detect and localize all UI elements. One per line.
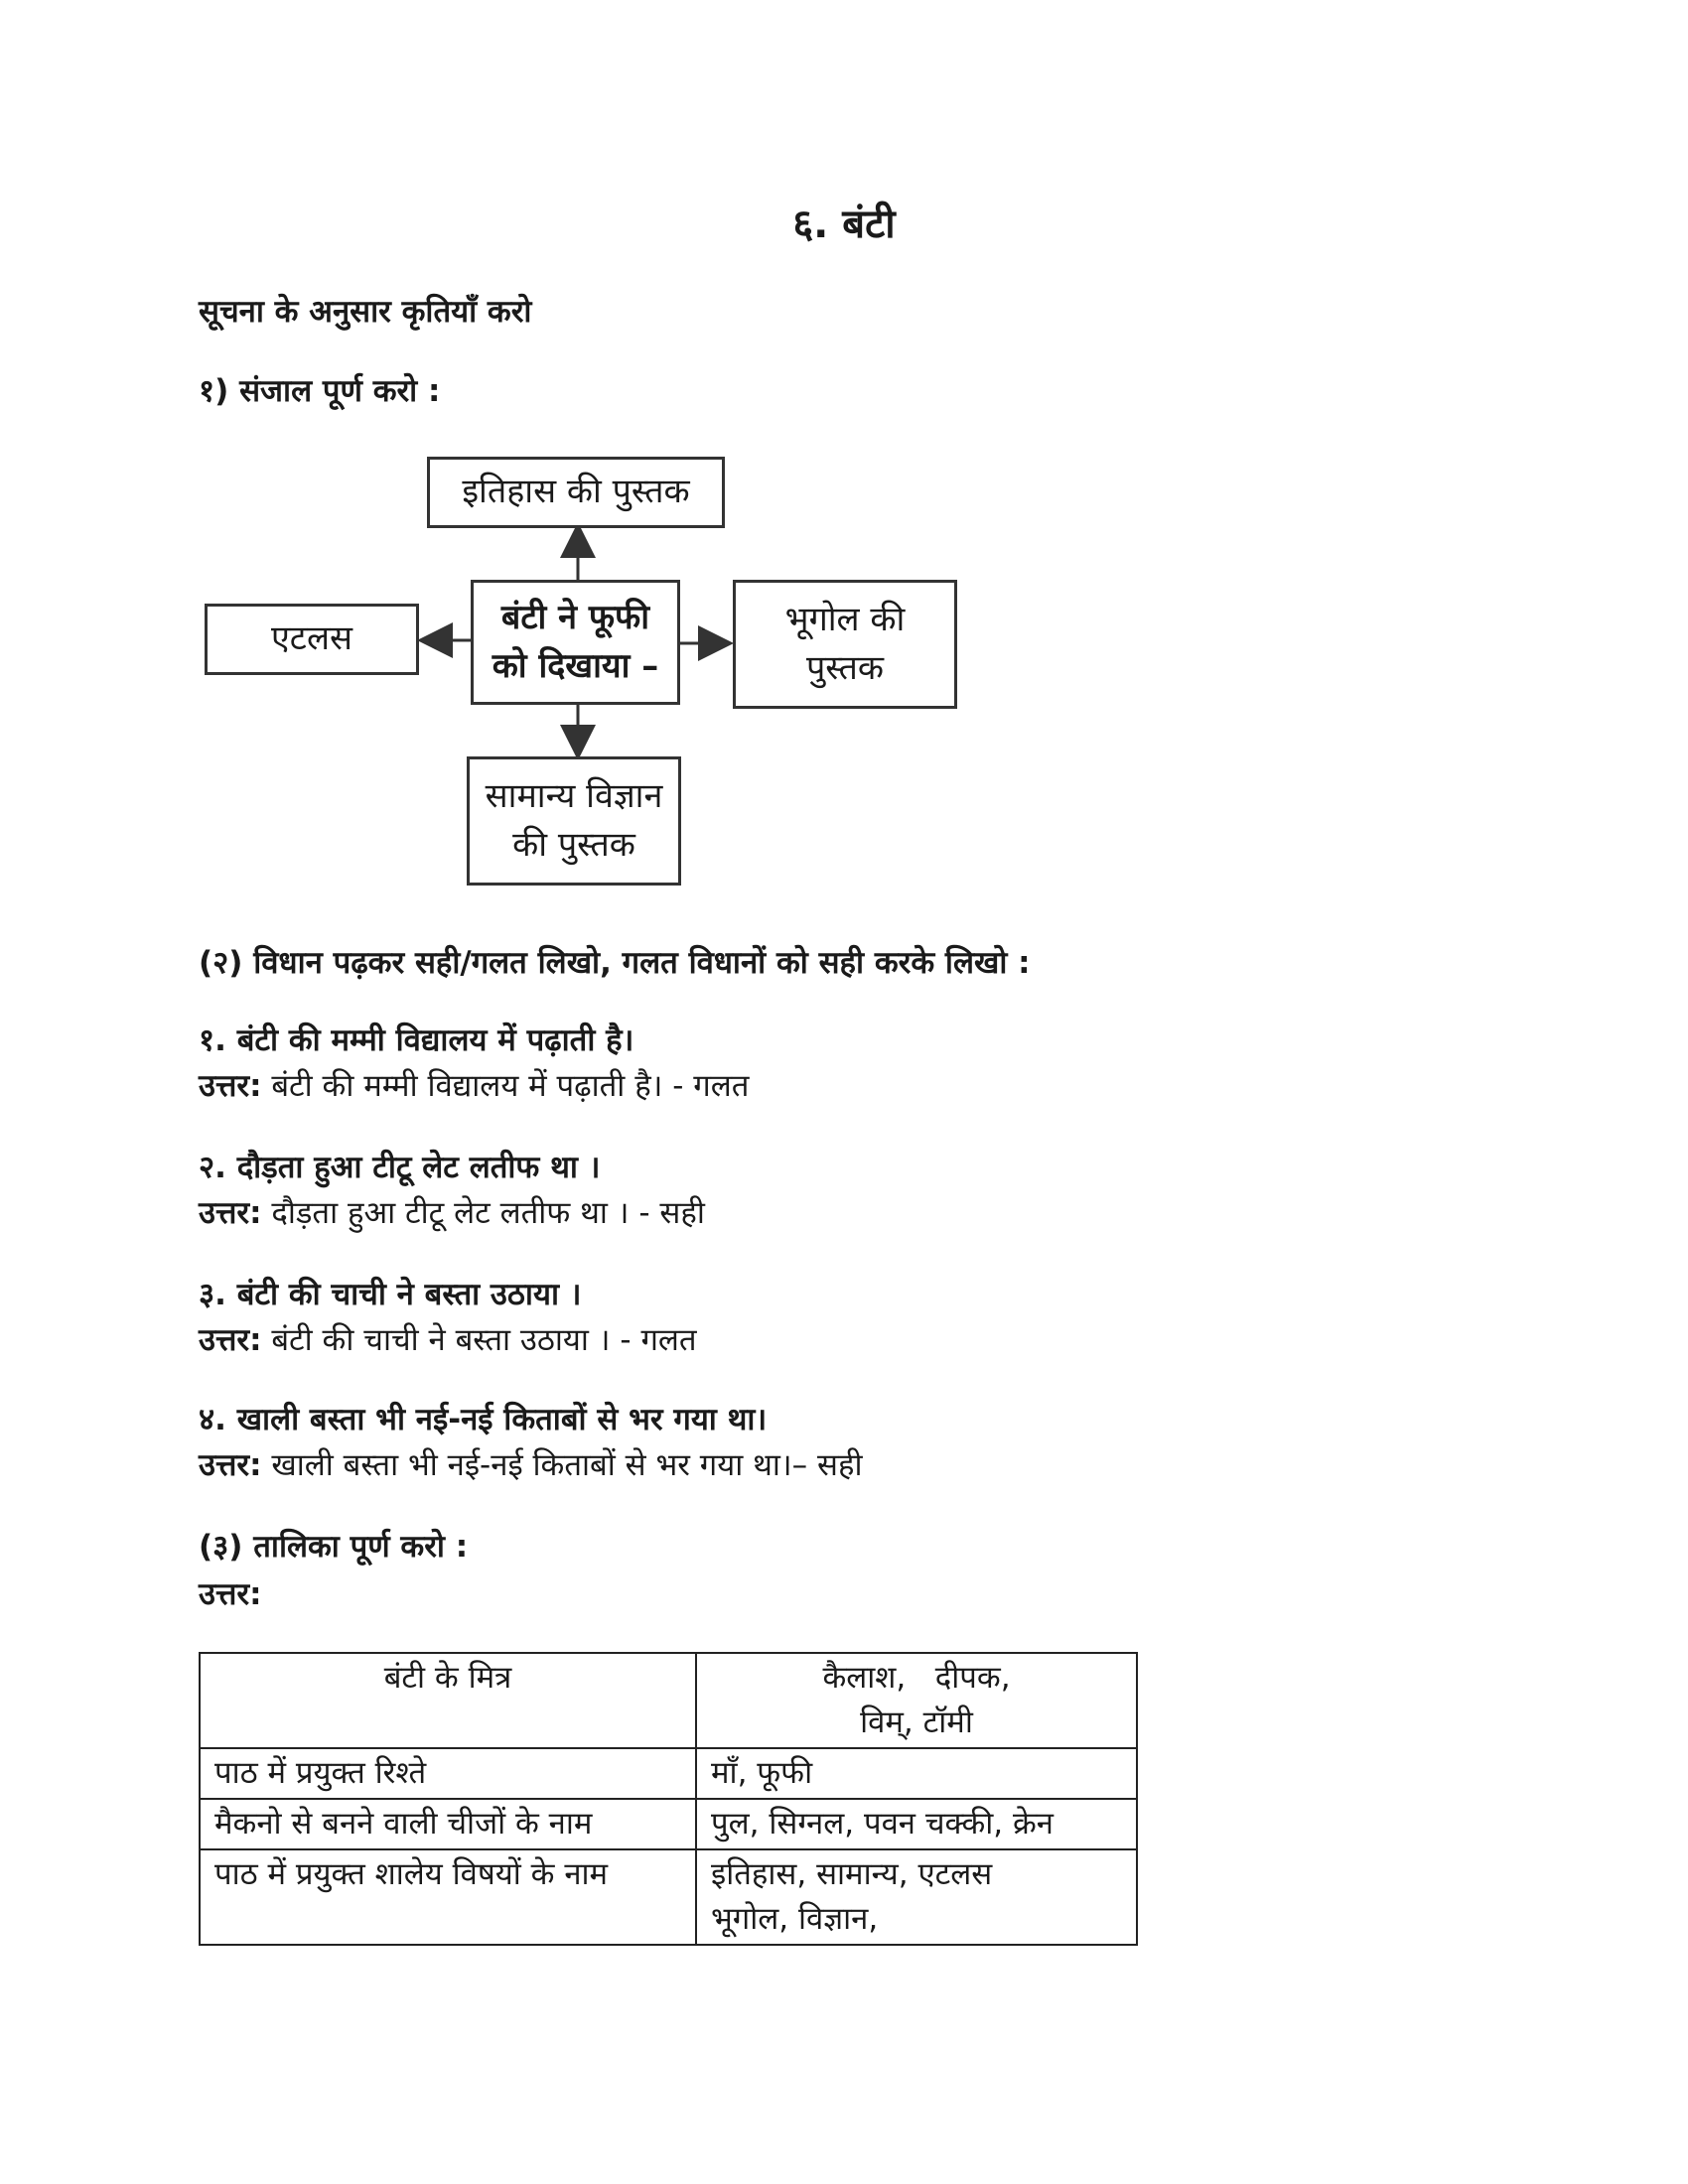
q2-statement-4: ४. खाली बस्ता भी नई-नई किताबों से भर गया था। — [199, 1402, 768, 1437]
q2-statement-2: २. दौड़ता हुआ टीटू लेट लतीफ था । — [199, 1150, 601, 1185]
q3-heading: (३) तालिका पूर्ण करो : — [199, 1529, 469, 1565]
answer-table — [199, 1652, 1138, 1946]
q2-heading: (२) विधान पढ़कर सही/गलत लिखो, गलत विधानों को सही करके लिखो : — [199, 945, 1031, 981]
node-science-book: सामान्य विज्ञान की पुस्तक — [467, 756, 681, 886]
table-cell: पाठ में प्रयुक्त शालेय विषयों के नाम — [200, 1849, 696, 1945]
q2-answer-3: उत्तर: बंटी की चाची ने बस्ता उठाया । - गलत — [199, 1322, 697, 1358]
table-row — [200, 1799, 1137, 1849]
q2-answer-2: उत्तर: दौड़ता हुआ टीटू लेट लतीफ था । - सही — [199, 1195, 705, 1231]
table-cell: बंटी के मित्र — [200, 1653, 696, 1748]
table-cell: इतिहास, सामान्य, एटलस भूगोल, विज्ञान, — [696, 1849, 1137, 1945]
node-history-book: इतिहास की पुस्तक — [427, 457, 725, 528]
table-row — [200, 1653, 1137, 1748]
q2-answer-1: उत्तर: बंटी की मम्मी विद्यालय में पढ़ाती है। - गलत — [199, 1068, 750, 1104]
table-cell: मैकनो से बनने वाली चीजों के नाम — [200, 1799, 696, 1849]
q2-statement-3: ३. बंटी की चाची ने बस्ता उठाया । — [199, 1277, 582, 1312]
table-cell: पुल, सिग्नल, पवन चक्की, क्रेन — [696, 1799, 1137, 1849]
table-cell: पाठ में प्रयुक्त रिश्ते — [200, 1748, 696, 1799]
node-atlas: एटलस — [205, 604, 419, 675]
node-center: बंटी ने फूफी को दिखाया – — [471, 580, 680, 705]
q3-answer-label: उत्तर: — [199, 1576, 262, 1612]
page-title: ६. बंटी — [792, 202, 896, 247]
q2-statement-1: १. बंटी की मम्मी विद्यालय में पढ़ाती है। — [199, 1023, 634, 1058]
node-geography-book: भूगोल की पुस्तक — [733, 580, 957, 709]
q2-answer-4: उत्तर: खाली बस्ता भी नई-नई किताबों से भर गया था।– सही — [199, 1447, 863, 1483]
table-row — [200, 1748, 1137, 1799]
diagram-arrows — [0, 0, 1688, 893]
table-cell: कैलाश, दीपक, विम्, टॉमी — [696, 1653, 1137, 1748]
instruction-heading: सूचना के अनुसार कृतियाँ करो — [199, 294, 532, 330]
q1-heading: १) संजाल पूर्ण करो : — [199, 373, 441, 409]
table-row — [200, 1849, 1137, 1945]
table-cell: माँ, फूफी — [696, 1748, 1137, 1799]
